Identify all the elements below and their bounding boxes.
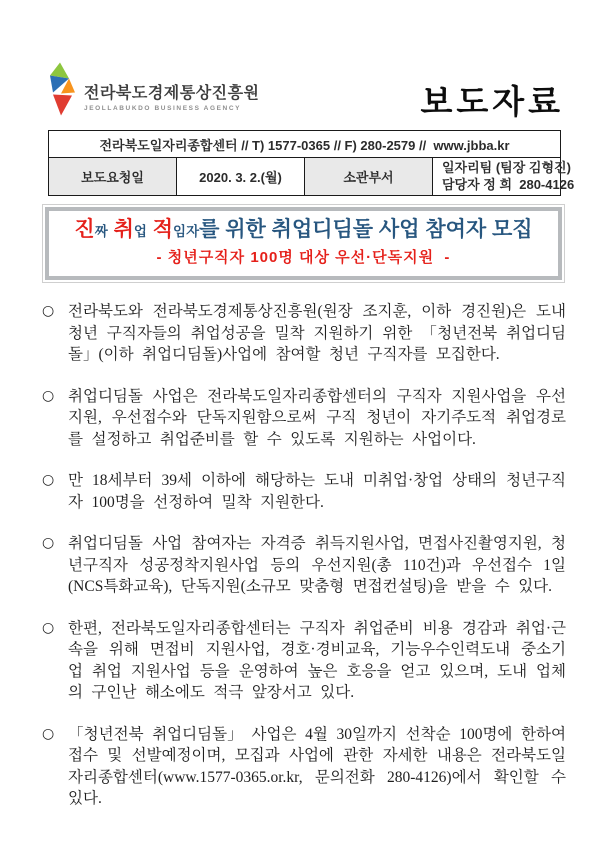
body-paragraph [42, 618, 566, 704]
paragraph-text: 한편, 전라북도일자리종합센터는 구직자 취업준비 비용 경감과 취업·근속을 위해 면접비 지원사업, 경호·경비교육, 기능우수인력도내 중소기업 취업 지원사업 등을 운영하여 높은 호응을 얻고 있으며, 도내 업체의 구인난 해소에도 적극 앞장서고 있다. [68, 619, 566, 702]
request-date-label: 보도요청일 [49, 158, 177, 196]
paragraph-text: 취업디딤돌 사업은 전라북도일자리종합센터의 구직자 지원사업을 우선지원, 우선접수와 단독지원함으로써 구직 청년이 자기주도적 취업경로를 설정하고 취업준비를 할 수 있도록 지원하는 사업이다. [68, 387, 566, 448]
headline-segment: 적 [146, 218, 174, 241]
paragraph-text: 만 18세부터 39세 이하에 해당하는 도내 미취업·창업 상태의 청년구직자 100명을 선정하여 밀착 지원한다. [68, 472, 566, 511]
department-label: 소관부서 [305, 158, 433, 196]
request-date-value: 2020. 3. 2.(월) [177, 158, 305, 196]
department-contact: 담당자 정 희 280-4126 [442, 176, 575, 192]
body-paragraph [42, 470, 566, 513]
agency-name: 전라북도경제통상진흥원 [84, 85, 260, 102]
body-paragraph [42, 724, 566, 810]
agency-name-english: JEOLLABUKDO BUSINESS AGENCY [84, 105, 242, 112]
headline-box [42, 204, 565, 283]
contact-line-row [49, 131, 561, 158]
contact-line-text: 전라북도일자리종합센터 // T) 1577-0365 // F) 280-2579 // www.jbba.kr [49, 131, 561, 158]
headline-box-inner [45, 207, 562, 280]
headline-segment: 업 [133, 224, 147, 239]
paragraph-bullet: ○ [42, 725, 55, 742]
header-row [48, 62, 564, 123]
headline-segment: 임자 [173, 224, 200, 239]
headline-segment: 취 [107, 218, 134, 241]
paragraph-bullet: ○ [42, 619, 55, 636]
document-type-title: 보도자료 [420, 83, 564, 120]
paragraph-bullet: ○ [42, 535, 55, 552]
department-team: 일자리팀 (팀장 김형진) [442, 159, 571, 175]
body-paragraph [42, 301, 566, 366]
paragraph-text: 「청년전북 취업디딤돌」 사업은 4월 30일까지 선착순 100명에 한하여 접수 및 선발예정이며, 모집과 사업에 관한 자세한 내용은 전라북도일자리종합센터(www.1577-0365.or.kr, 문의전화 280-4126)에서 확인할 수 있다. [68, 725, 566, 808]
agency-logo [48, 62, 260, 118]
paragraph-bullet: ○ [42, 472, 55, 489]
request-info-row [49, 158, 561, 196]
headline-segment: 진 [74, 218, 95, 241]
agency-logo-mark-icon [48, 62, 78, 118]
paragraph-bullet: ○ [42, 303, 55, 320]
agency-logo-text [84, 68, 260, 112]
paragraph-bullet: ○ [42, 387, 55, 404]
document-header [0, 0, 600, 196]
paragraph-text: 전라북도와 전라북도경제통상진흥원(원장 조지훈, 이하 경진원)은 도내 청년 구직자들의 취업성공을 밀착 지원하기 위한 「청년전북 취업디딤돌」(이하 취업디딤돌)사업에 참여할 청년 구직자를 모집한다. [68, 303, 566, 364]
headline-segment: 짜 [94, 224, 108, 239]
headline-subtitle: - 청년구직자 100명 대상 우선·단독지원 - [156, 249, 451, 267]
contact-info-table [48, 130, 575, 196]
press-release-body [0, 283, 600, 810]
body-paragraph [42, 533, 566, 598]
paragraph-text: 취업디딤돌 사업 참여자는 자격증 취득지원사업, 면접사진촬영지원, 청년구직자 성공정착지원사업 등의 우선지원(총 110건)과 우선접수 1일(NCS특화교육), 단독지원(소규모 맞춤형 면접컨설팅)을 받을 수 있다. [68, 535, 566, 596]
body-paragraph [42, 386, 566, 451]
headline-title [51, 218, 556, 242]
department-cell [433, 158, 575, 196]
headline-segment: 를 위한 취업디딤돌 사업 참여자 모집 [199, 218, 533, 241]
